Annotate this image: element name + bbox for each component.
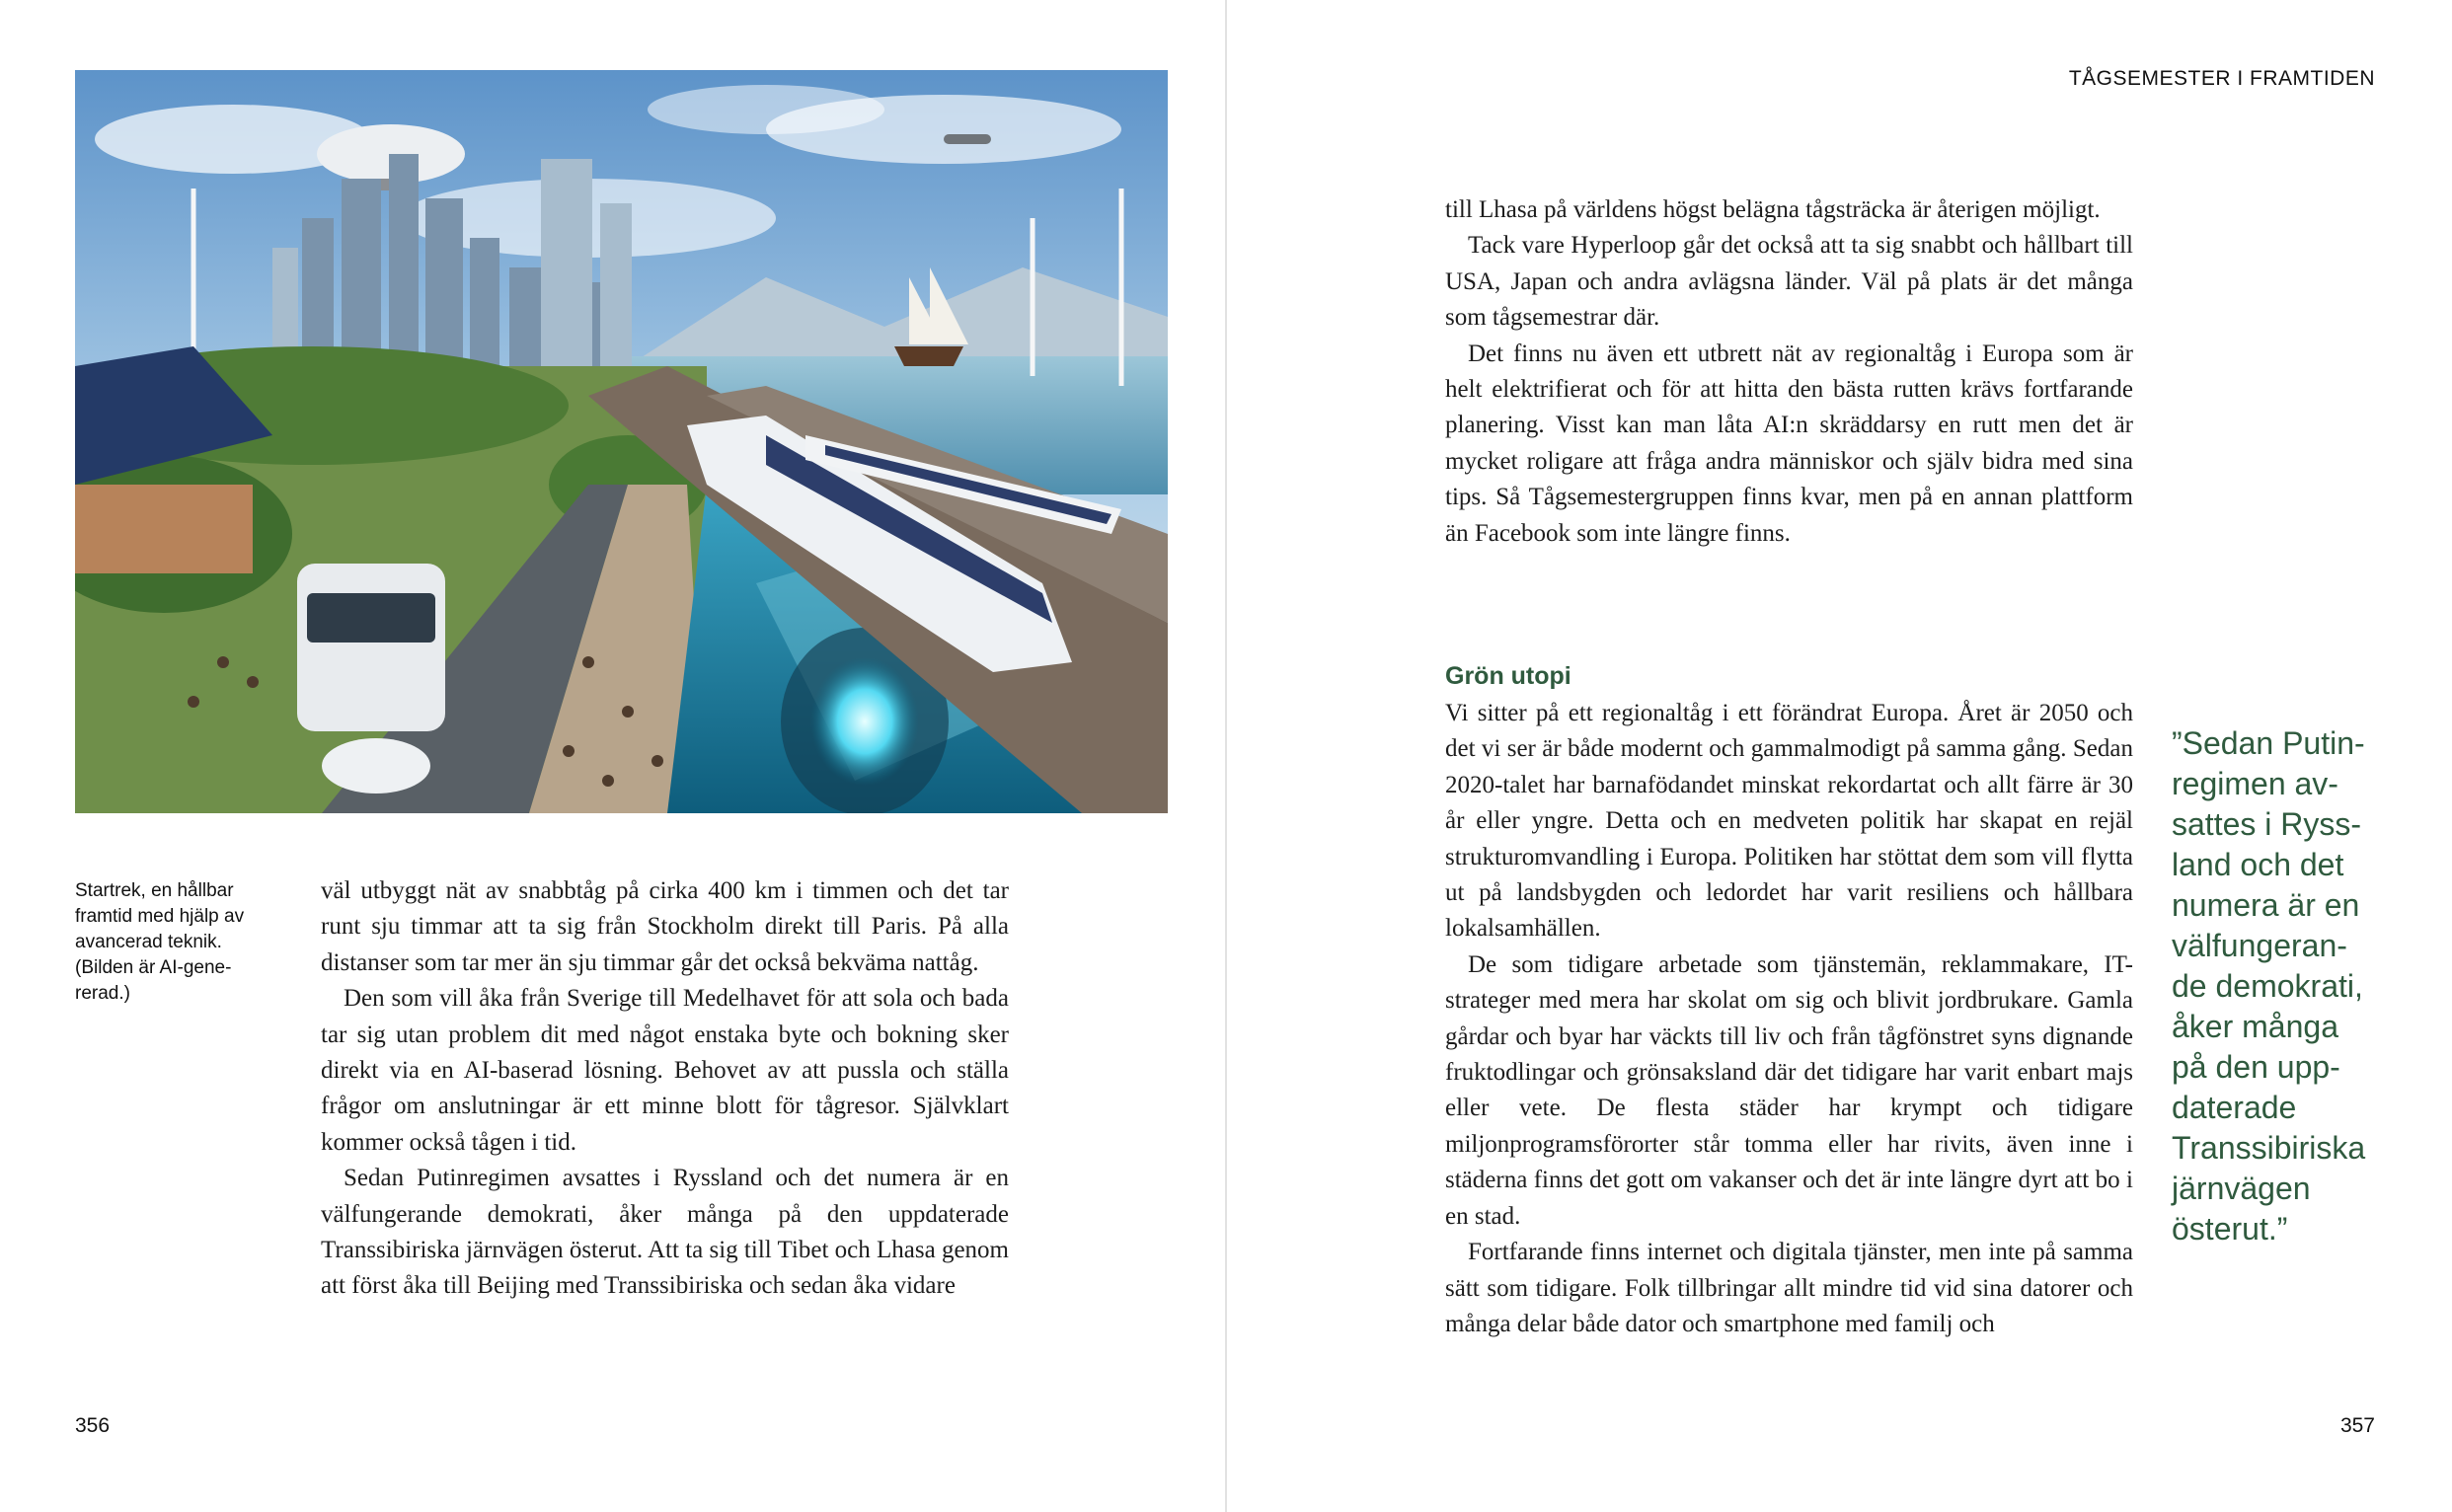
- left-body-text: [321, 873, 1009, 1305]
- page-number-right: 357: [2339, 1414, 2375, 1437]
- body-paragraph: Det finns nu även ett utbrett nät av regionaltåg i Europa som är helt elektrifierat och för att hitta den bästa rutten krävs fortfarande planering. Visst kan man låta AI:n skräddarsy en rutt men det är mycket roligare att fråga andra människor och själv bidra med sina tips. Så Tågsemestergruppen finns kvar, men på en annan plattform än Facebook som inte längre finns.: [1445, 340, 2133, 547]
- body-paragraph: Tack vare Hyperloop går det också att ta sig snabbt och hållbart till USA, Japan och andra avlägsna länder. Väl på plats är det många som tågsemestrar där.: [1445, 232, 2133, 332]
- body-paragraph: väl utbyggt nät av snabbtåg på cirka 400 km i timmen och det tar runt sju timmar att ta sig från Stockholm direkt till Paris. På alla distanser som tar mer än sju timmar går det också bekväma nattåg.: [321, 877, 1009, 976]
- right-body-text-top: [1445, 192, 2133, 552]
- section-subheading: Grön utopi: [1445, 662, 1571, 690]
- body-paragraph: Fortfarande finns internet och digitala tjänster, men inte på samma sätt som tidigare. Folk tillbringar allt mindre tid vid sina datorer och många delar både dator och smartphone med familj och: [1445, 1239, 2133, 1337]
- body-paragraph: till Lhasa på världens högst belägna tågsträcka är återigen möjligt.: [1445, 196, 2101, 223]
- futuristic-city-train-illustration: [75, 70, 1168, 813]
- body-paragraph: De som tidigare arbetade som tjänstemän, reklammakare, IT-strateger med mera har skolat om sig och blivit jordbrukare. Gamla gårdar och byar har väckts till liv och från tågfönstret syns dignande fruktodlingar och grönsaksland där det tidigare har varit enbart majs eller vete. De flesta städer har krympt och tidigare miljonprogramsförorter står tomma eller har rivits, även inne i städerna finns det gott om vakanser och det är inte längre dyrt att bo i en stad.: [1445, 950, 2133, 1230]
- right-page: [1227, 0, 2452, 1512]
- page-number-left: 356: [75, 1414, 111, 1437]
- body-paragraph: Den som vill åka från Sverige till Medelhavet för att sola och bada tar sig utan problem dit med något enstaka byte och bokning sker direkt via en AI-baserad lösning. Behovet av att pussla och ställa frågor om anslutningar är ett minne blott för tågresor. Självklart kommer också tågen i tid.: [321, 985, 1009, 1156]
- running-head: TÅGSEMESTER I FRAMTIDEN: [2068, 67, 2375, 90]
- right-body-text-section: [1445, 658, 2133, 1342]
- body-paragraph: Sedan Putinregimen avsattes i Ryssland och det numera är en välfungerande demokrati, åker många på den uppdaterade Transsibiriska järnvägen österut. Att ta sig till Tibet och Lhasa genom att först åka till Beijing med Transsibiriska och sedan åka vidare: [321, 1165, 1009, 1300]
- body-paragraph: Vi sitter på ett regionaltåg i ett förändrat Europa. Året är 2050 och det vi ser är både modernt och gammalmodigt på samma gång. Sedan 2020-talet har barnafödandet minskat rekordartat och allt färre är 30 år eller yngre. Detta och en medveten politik har skapat en rejäl strukturomvandling i Europa. Politiken har stöttat dem som vill flytta ut på landsbygden och ledordet har varit resiliens och hållbara lokalsamhällen.: [1445, 700, 2133, 943]
- image-caption: Startrek, en hållbar framtid med hjälp av avancerad teknik. (Bilden är AI-gene- rerad.): [75, 880, 245, 1004]
- pull-quote: ”Sedan Putin- regimen av- sattes i Ryss- land och det numera är en välfungeran- de demokrati, åker många på den upp- daterade Transsibiriska järnvägen österut.”: [2172, 725, 2366, 1247]
- left-page: [0, 0, 1225, 1512]
